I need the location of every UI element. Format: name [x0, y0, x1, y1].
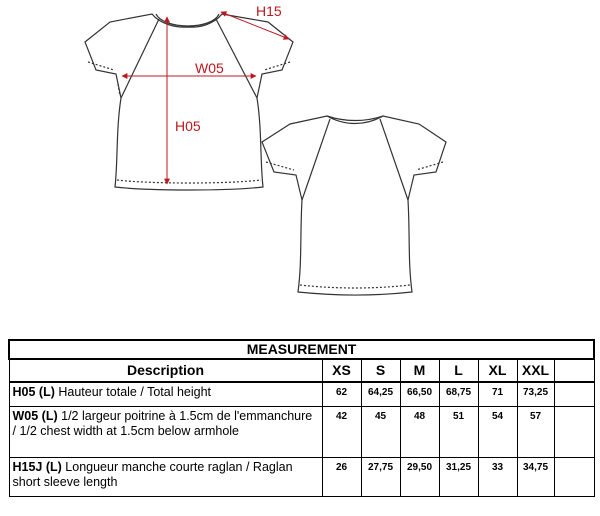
header-xl: XL: [478, 359, 517, 382]
cell-s: 45: [361, 407, 400, 458]
label-w05: W05: [195, 60, 224, 76]
table-title-row: [9, 340, 594, 359]
cell-xl: 54: [478, 407, 517, 458]
cell-s: 64,25: [361, 382, 400, 407]
cell-m: 29,50: [400, 458, 439, 497]
front-tshirt: [85, 14, 293, 190]
dimension-h15: [221, 3, 289, 39]
cell-m: 66,50: [400, 382, 439, 407]
row-code: H15J (L): [12, 460, 62, 474]
cell-m: 48: [400, 407, 439, 458]
cell-xs: 62: [322, 382, 361, 407]
row-text: Hauteur totale / Total height: [54, 385, 211, 399]
cell-xl: 71: [478, 382, 517, 407]
dimension-h05: [167, 17, 201, 184]
row-text: Longueur manche courte raglan / Raglan short sleeve length: [12, 460, 293, 489]
dimension-w05: [122, 60, 256, 76]
table-title: MEASUREMENT: [9, 340, 594, 359]
cell-empty: [554, 382, 594, 407]
cell-xxl: 73,25: [517, 382, 554, 407]
table-row: [9, 458, 594, 497]
row-description: [9, 382, 322, 407]
cell-xxl: 57: [517, 407, 554, 458]
cell-xxl: 34,75: [517, 458, 554, 497]
cell-l: 68,75: [439, 382, 478, 407]
back-tshirt: [262, 116, 446, 295]
table-row: [9, 407, 594, 458]
row-description: [9, 458, 322, 497]
row-text: 1/2 largeur poitrine à 1.5cm de l'emmanchure / 1/2 chest width at 1.5cm below armhole: [12, 409, 313, 438]
cell-xl: 33: [478, 458, 517, 497]
row-code: H05 (L): [12, 385, 55, 399]
header-xxl: XXL: [517, 359, 554, 382]
cell-l: 31,25: [439, 458, 478, 497]
header-empty: [554, 359, 594, 382]
header-s: S: [361, 359, 400, 382]
row-description: [9, 407, 322, 458]
cell-empty: [554, 458, 594, 497]
cell-xs: 42: [322, 407, 361, 458]
measurement-table-container: [8, 339, 593, 497]
cell-xs: 26: [322, 458, 361, 497]
cell-empty: [554, 407, 594, 458]
header-m: M: [400, 359, 439, 382]
measurement-table: [8, 339, 595, 497]
cell-s: 27,75: [361, 458, 400, 497]
label-h15: H15: [256, 3, 282, 19]
header-xs: XS: [322, 359, 361, 382]
cell-l: 51: [439, 407, 478, 458]
table-header-row: [9, 359, 594, 382]
label-h05: H05: [175, 118, 201, 134]
header-description: Description: [9, 359, 322, 382]
row-code: W05 (L): [12, 409, 58, 423]
table-row: [9, 382, 594, 407]
header-l: L: [439, 359, 478, 382]
